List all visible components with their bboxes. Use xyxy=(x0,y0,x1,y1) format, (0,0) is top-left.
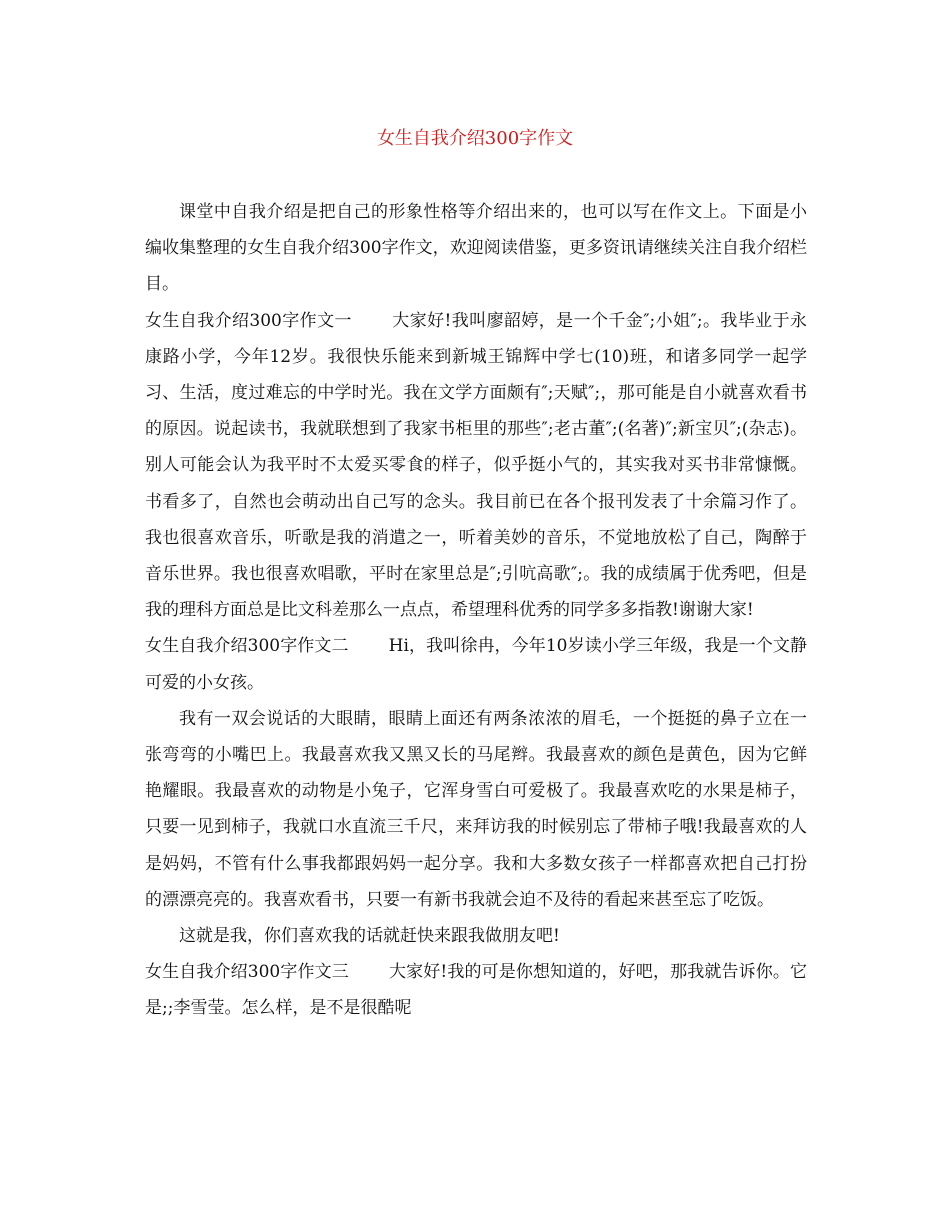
essay-2-heading: 女生自我介绍300字作文二 xyxy=(145,636,349,657)
document-body xyxy=(145,194,807,1027)
essay-3-heading: 女生自我介绍300字作文三 xyxy=(145,962,349,983)
essay-3 xyxy=(145,954,807,1026)
essay-1 xyxy=(145,303,807,629)
essay-2-lead: Hi，我叫徐冉，今年10岁读小学三年级，我是一个文静可爱的小女孩。 xyxy=(145,636,807,693)
essay-2-paragraph-1: 我有一双会说话的大眼睛，眼睛上面还有两条浓浓的眉毛，一个挺挺的鼻子立在一张弯弯的小嘴巴上。我最喜欢我又黑又长的马尾辫。我最喜欢的颜色是黄色，因为它鲜艳耀眼。我最喜欢的动物是小兔子，它浑身雪白可爱极了。我最喜欢吃的水果是柿子，只要一见到柿子，我就口水直流三千尺，来拜访我的时候别忘了带柿子哦!我最喜欢的人是妈妈，不管有什么事我都跟妈妈一起分享。我和大多数女孩子一样都喜欢把自己打扮的漂漂亮亮的。我喜欢看书，只要一有新书我就会迫不及待的看起来甚至忘了吃饭。 xyxy=(145,708,807,910)
essay-2-paragraph-2: 这就是我，你们喜欢我的话就赶快来跟我做朋友吧! xyxy=(179,926,560,947)
essay-2 xyxy=(145,628,807,700)
intro-paragraph: 课堂中自我介绍是把自己的形象性格等介绍出来的，也可以写在作文上。下面是小编收集整理的女生自我介绍300字作文，欢迎阅读借鉴，更多资讯请继续关注自我介绍栏目。 xyxy=(145,202,807,295)
essay-3-text: 大家好!我的可是你想知道的，好吧，那我就告诉你。它是;;李雪莹。怎么样，是不是很酷呢 xyxy=(145,962,807,1019)
document-title: 女生自我介绍300字作文 xyxy=(376,128,574,149)
essay-1-heading: 女生自我介绍300字作文一 xyxy=(145,310,352,331)
essay-1-text: 大家好!我叫廖韶婷，是一个千金″;小姐″;。我毕业于永康路小学，今年12岁。我很快乐能来到新城王锦辉中学七(10)班，和诸多同学一起学习、生活，度过难忘的中学时光。我在文学方面颇有″;天赋″;，那可能是自小就喜欢看书的原因。说起读书，我就联想到了我家书柜里的那些″;老古董″;(名著)″;新宝贝″;(杂志)。别人可能会认为我平时不太爱买零食的样子，似乎挺小气的，其实我对买书非常慷慨。书看多了，自然也会萌动出自己写的念头。我目前已在各个报刊发表了十余篇习作了。我也很喜欢音乐，听歌是我的消遣之一，听着美妙的音乐，不觉地放松了自己，陶醉于音乐世界。我也很喜欢唱歌，平时在家里总是″;引吭高歌″;。我的成绩属于优秀吧，但是我的理科方面总是比文科差那么一点点，希望理科优秀的同学多多指教!谢谢大家! xyxy=(145,310,807,621)
